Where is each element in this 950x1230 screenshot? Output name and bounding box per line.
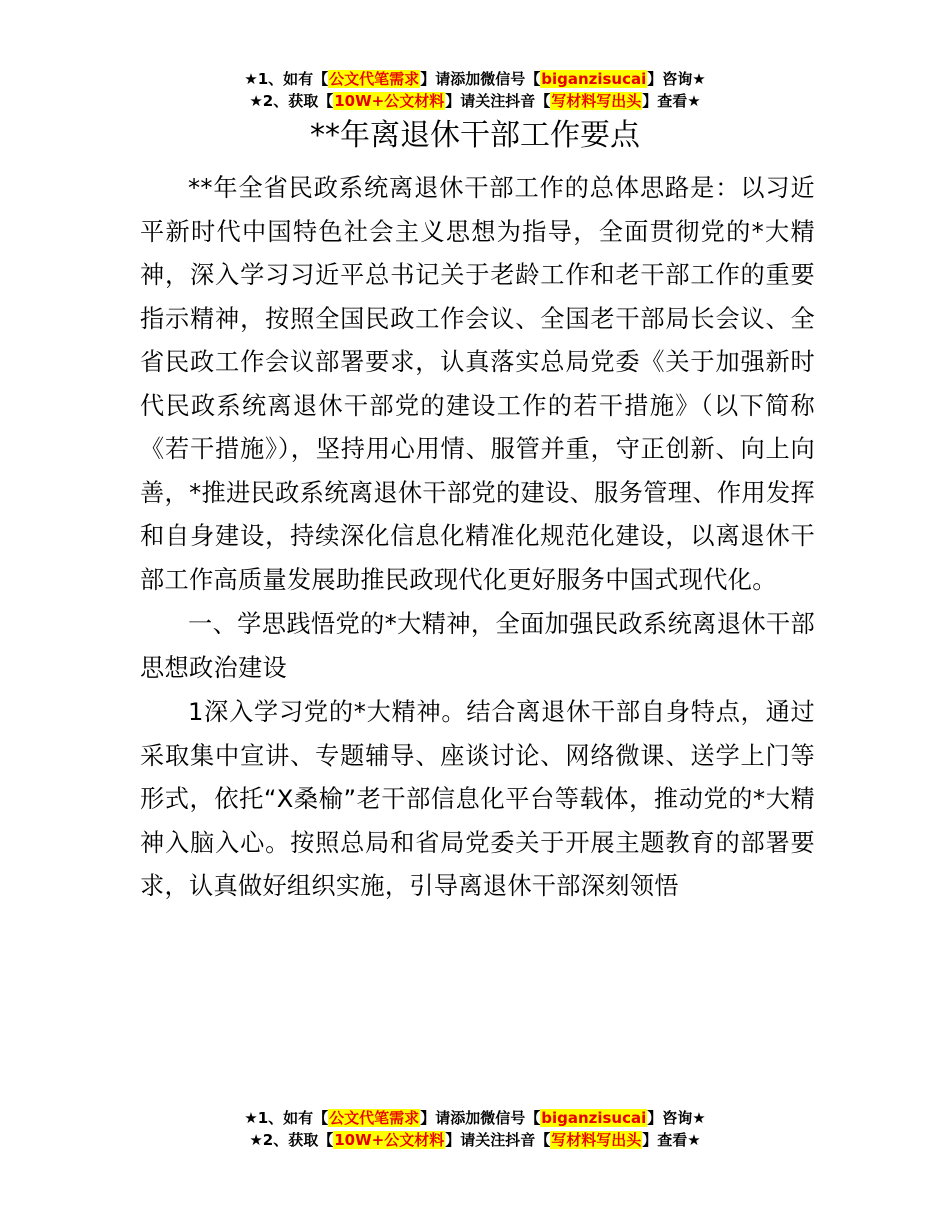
promo-line-2-prefix: ★2、获取【 [249,92,334,110]
promo-footer-line-1 [0,1107,950,1129]
promo-line-1-suffix: 】咨询★ [647,70,706,88]
promo-footer-line-2-middle: 】请关注抖音【 [445,1131,551,1149]
paragraph-overall-approach: **年全省民政系统离退休干部工作的总体思路是：以习近平新时代中国特色社会主义思想为指导，全面贯彻党的*大精神，深入学习习近平总书记关于老龄工作和老干部工作的重要指示精神，按照全国民政工作会议、全国老干部局长会议、全省民政工作会议部署要求，认真落实总局党委《关于加强新时代民政系统离退休干部党的建设工作的若干措施》（以下简称《若干措施》），坚持用心用情、服管并重，守正创新、向上向善，*推进民政系统离退休干部党的建设、服务管理、作用发挥和自身建设，持续深化信息化精准化规范化建设，以离退休干部工作高质量发展助推民政现代化更好服务中国式现代化。 [140,174,815,594]
document-title: **年离退休干部工作要点 [310,118,640,153]
promo-line-2-middle: 】请关注抖音【 [445,92,551,110]
promo-line-1-middle: 】请添加微信号【 [420,70,541,88]
promo-footer-line-2-suffix: 】查看★ [642,1131,701,1149]
promo-footer [0,1107,950,1151]
paragraph-item-1: 1深入学习党的*大精神。结合离退休干部自身特点，通过采取集中宣讲、专题辅导、座谈讨论、网络微课、送学上门等形式，依托“X桑榆”老干部信息化平台等载体，推动党的*大精神入脑入心。按照总局和省局党委关于开展主题教育的部署要求，认真做好组织实施，引导离退休干部深刻领悟 [140,698,815,900]
promo-line-1 [0,68,950,90]
promo-footer-line-1-suffix: 】咨询★ [647,1109,706,1127]
document-body [140,167,815,910]
promo-line-2-suffix: 】查看★ [642,92,701,110]
promo-footer-line-2 [0,1129,950,1151]
promo-footer-line-1-middle: 】请添加微信号【 [420,1109,541,1127]
promo-footer-highlight-ghostwriting: 公文代笔需求 [329,1109,420,1127]
promo-footer-highlight-douyin: 写材料写出头 [551,1131,642,1149]
section-heading-1: 一、学思践悟党的*大精神，全面加强民政系统离退休干部思想政治建设 [140,610,815,682]
promo-highlight-ghostwriting: 公文代笔需求 [329,70,420,88]
promo-footer-highlight-materials: 10W+公文材料 [334,1131,445,1149]
promo-highlight-wechat-id: biganzisucai [541,70,647,88]
promo-highlight-materials: 10W+公文材料 [334,92,445,110]
promo-line-1-prefix: ★1、如有【 [244,70,329,88]
promo-footer-line-2-prefix: ★2、获取【 [249,1131,334,1149]
promo-footer-highlight-wechat-id: biganzisucai [541,1109,647,1127]
promo-highlight-douyin: 写材料写出头 [551,92,642,110]
promo-header [0,68,950,112]
promo-footer-line-1-prefix: ★1、如有【 [244,1109,329,1127]
promo-line-2 [0,90,950,112]
